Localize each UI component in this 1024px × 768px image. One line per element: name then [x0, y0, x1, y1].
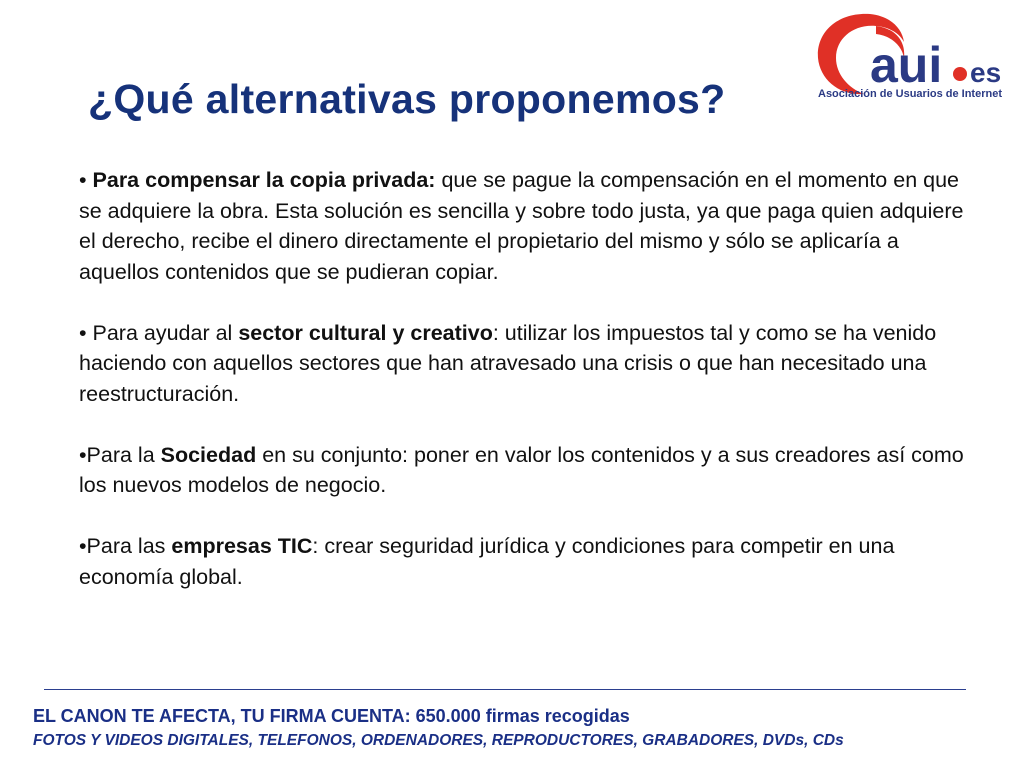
footer-divider — [44, 689, 966, 690]
bullet-bold: sector cultural y creativo — [238, 320, 493, 345]
bullet-text: en su conjunto: poner en valor los contenidos y a sus creadores así como los nuevos modelos de negocio. — [79, 442, 964, 497]
bullet-text: : utilizar los impuestos tal y como se ha venido haciendo con aquellos sectores que han atravesado una crisis o que han necesitado una reestructuración. — [79, 320, 937, 406]
bullet-text: que se pague la compensación en el momento en que se adquiere la obra. Esta solución es sencilla y sobre todo justa, ya que paga quien adquiere el derecho, recibe el dinero directamente el propietario del mismo y sólo se aplicaría a aquellos contenidos que se pudieran copiar. — [79, 168, 964, 284]
footer-line-2: FOTOS Y VIDEOS DIGITALES, TELEFONOS, ORDENADORES, REPRODUCTORES, GRABADORES, DVDs, CDs — [33, 732, 844, 749]
footer-line-1: EL CANON TE AFECTA, TU FIRMA CUENTA: 650.000 firmas recogidas — [33, 706, 630, 726]
bullet-bold: empresas TIC — [171, 534, 313, 558]
bullet-list — [79, 165, 969, 623]
bullet-prefix: •Para las — [79, 534, 172, 558]
bullet-item — [79, 531, 969, 592]
bullet-item — [79, 440, 969, 501]
bullet-item — [79, 318, 969, 410]
bullet-item — [79, 165, 969, 287]
logo-brand-main: aui — [870, 37, 943, 93]
bullet-bold: Sociedad — [160, 442, 257, 467]
bullet-prefix: • — [79, 168, 93, 192]
logo-tagline: Asociación de Usuarios de Internet — [818, 88, 1002, 100]
bullet-prefix: • Para ayudar al — [79, 320, 239, 345]
logo-dot-icon — [953, 67, 967, 81]
bullet-text: : crear seguridad jurídica y condiciones para competir en una economía global. — [79, 534, 895, 589]
slide-title: ¿Qué alternativas proponemos? — [88, 76, 726, 122]
logo-brand-tld: es — [970, 57, 1002, 88]
bullet-bold: Para compensar la copia privada: — [92, 168, 436, 192]
bullet-prefix: •Para la — [79, 442, 161, 467]
